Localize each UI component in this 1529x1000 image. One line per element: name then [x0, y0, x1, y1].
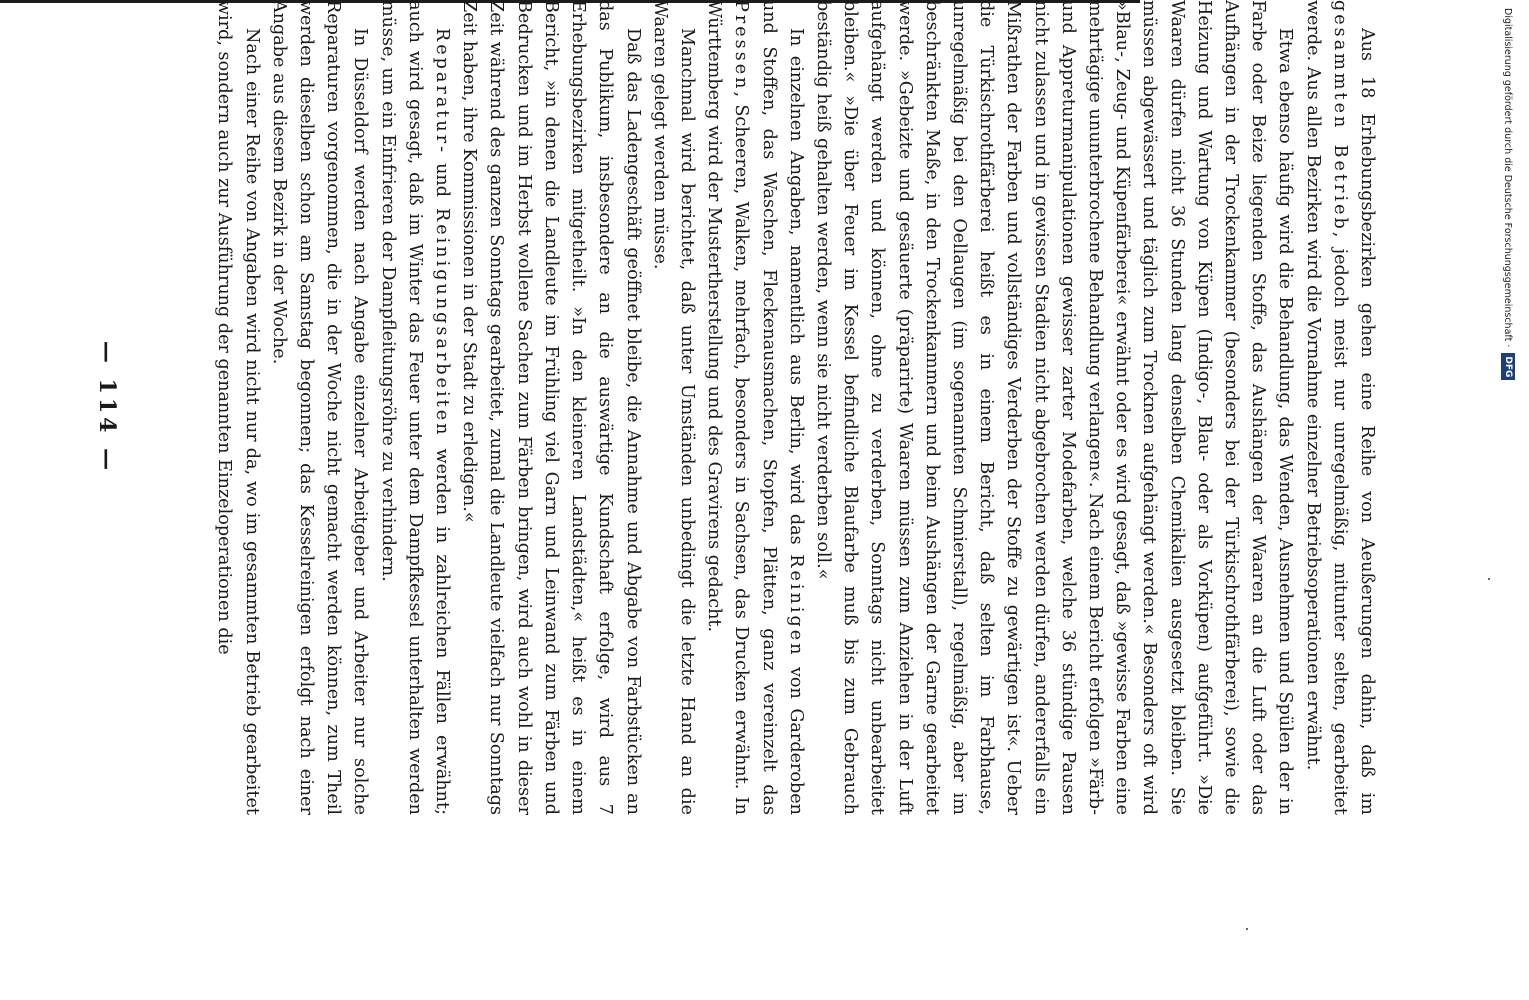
text-paragraph	[210, 0, 264, 815]
text-segment: Daß das Ladengeschäft geöffnet bleibe, die Annahme und Abgabe von Farbstücken an das Publikum, insbesondere an die auswärtige Kundschaft erfolge, wird aus 7 Erhebungsbezirken mitgetheilt. »In den kleineren Landstädten,« heißt es in einem Bericht, »in denen die Landleute im Frühling viel Garn und Leinwand zum Färben und Bedrucken und im Herbst wollene Sachen zum Färben bringen, wird auch wohl in dieser Zeit während des ganzen Sonntags gearbeitet, zumal die Landleute vielfach nur Sonntags Zeit haben, ihre Kommissionen in der Stadt zu erledigen.«	[459, 0, 643, 815]
text-segment: Manchmal wird berichtet, daß unter Umständen unbedingt die letzte Hand an die Waaren gelegt werden müsse.	[649, 0, 697, 815]
emphasized-term: Reinigungsarbeiten	[432, 208, 453, 438]
dfg-logo: DFG	[1501, 353, 1515, 380]
text-segment: werden in zahlreichen Fällen erwähnt; auch wird gesagt, daß im Winter das Feuer unter dem Dampfkessel unterhalten werden müsse, um ein Einfrieren der Dampfleitungsröhre zu verhindern.	[377, 0, 453, 815]
text-segment: Aus 18 Erhebungsbezirken gehen eine Reihe von Aeußerungen dahin, daß im	[1357, 28, 1377, 815]
scan-speck	[1488, 578, 1490, 580]
digitization-note-text: Digitalisierung gefördert durch die Deutsche Forschungsgemeinschaft ·	[1502, 8, 1514, 348]
scan-speck	[1246, 928, 1248, 930]
emphasized-term: gesammten Betrieb	[1329, 0, 1350, 232]
text-segment: , Scheeren, Walken, mehrfach, besonders in Sachsen, das Drucken erwähnt. In Württemberg wird der Mustertherstellung und des Gravirens gedacht.	[704, 0, 752, 815]
text-paragraph	[1298, 0, 1380, 815]
text-segment: , jedoch meist nur unregelmäßig, mitunter selten, gearbeitet werde. Aus allen Bezirken wird die Vornahme einzelner Betriebsoperationen erwähnt.	[1302, 0, 1350, 815]
text-segment: In einzelnen Angaben, namentlich aus Berlin, wird das	[785, 28, 806, 555]
emphasized-term: Pressen	[731, 0, 752, 92]
text-paragraph	[455, 0, 645, 815]
text-segment: Etwa ebenso häufig wird die Behandlung, das Wenden, Ausnehmen und Spülen der in Farbe oder Beize liegenden Stoffe, das Aushängen der Waaren an die Luft oder das Aufhängen in der Trockenkammer (besonders bei der Türkischrothfärberei), sowie die Heizung und Wartung von Küpen (Indigo-, Blau- oder als Vorküpen) aufgeführt. »Die Waaren dürfen nicht 36 Stunden lang denselben Chemikalien ausgesetzt bleiben. Sie müssen abgewässert und täglich zum Trocknen aufgehängt werden.« Besonders oft wird »Blau-, Zeug- und Küpenfärberei« erwähnt oder es wird gesagt, daß »gewisse Farben eine mehrtägige ununterbrochene Behandlung verlangen«. Nach einem Bericht erfolgen »Färb- und Appreturmanipulationen gewisser zarter Modefarben, welche 36 stündige Pausen nicht zulassen und in gewissen Stadien nicht abgebrochen werden dürfen, andererfalls ein Mißrathen der Farben und vollständiges Verderben der Stoffe zu gewärtigen ist«. Ueber die Türkischrothfärberei heißt es in einem Bericht, daß selten im Farbhause, unregelmäßig bei den Oellaugen (im sogenannten Schmierstall), regelmäßig, aber im beschränkten Maße, in den Trockenkammern und beim Aushängen der Garne gearbeitet werde. »Gebeizte und gesäuerte (präparirte) Waaren müssen zum Anziehen in der Luft aufgehängt werden und können, ohne zu verderben, Sonntags nicht unbearbeitet bleiben.« »Die über Feuer im Kessel befindliche Blaufarbe muß bis zum Gebrauch beständig heiß gehalten werden, wenn sie nicht verderben soll.«	[812, 0, 1296, 815]
digitization-note	[1500, 8, 1516, 398]
page-number-header: — 114 —	[94, 340, 120, 475]
emphasized-term: Reparatur	[432, 28, 453, 147]
text-segment: Nach einer Reihe von Angaben wird nicht nur da, wo im gesammten Betrieb gearbeitet wird, sondern auch zur Ausführung der genannten Einzeloperationen die	[214, 0, 262, 815]
text-paragraph	[809, 0, 1299, 815]
text-segment: von Garderoben und Stoffen, das Waschen, Fleckenausmachen, Stopfen, Plätten, ganz vereinzelt das	[758, 0, 806, 815]
book-page	[70, 0, 1380, 815]
text-segment: - und	[432, 146, 453, 209]
text-paragraph	[373, 0, 455, 815]
text-paragraph	[265, 0, 374, 815]
emphasized-term: Reinigen	[785, 554, 806, 658]
page-text-body	[140, 0, 1380, 815]
text-paragraph	[700, 0, 809, 815]
text-segment: In Düsseldorf werden nach Angabe einzelner Arbeitgeber und Arbeiter nur solche Reparaturen vorgenommen, die in der Woche nicht gemacht werden können, zum Theil werden dieselben schon am Samstag begonnen; das Kesselreinigen erfolgt nach einer Angabe aus diesem Bezirk in der Woche.	[268, 0, 371, 815]
text-paragraph	[646, 0, 700, 815]
